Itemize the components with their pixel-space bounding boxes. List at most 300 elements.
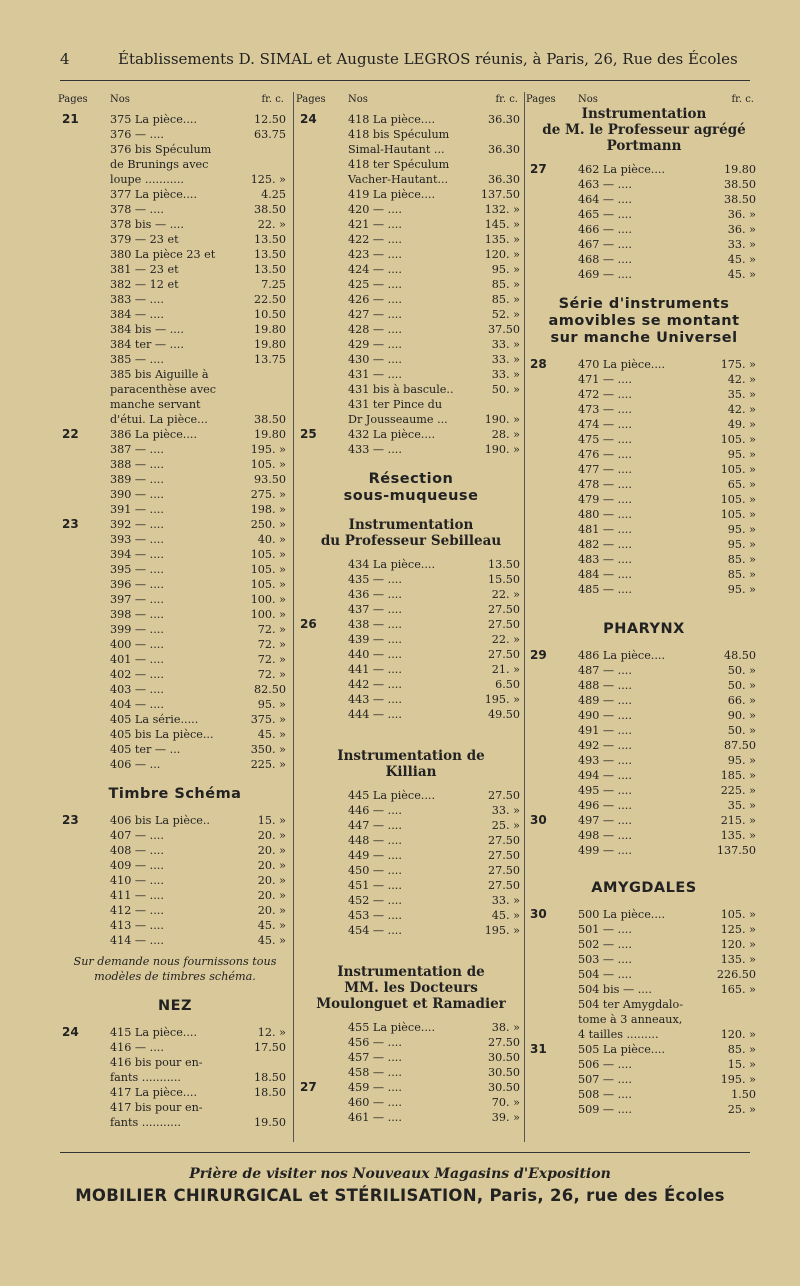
table-row	[526, 492, 762, 507]
item-label: 418 ter Spéculum	[348, 158, 450, 171]
item-price: 38.50	[723, 178, 756, 191]
item-price: 35. »	[727, 388, 756, 401]
item-price: 250. »	[250, 518, 286, 531]
item-price: 15.50	[487, 573, 520, 586]
item-price: 120. »	[484, 248, 520, 261]
item-price: 4.25	[261, 188, 286, 201]
column-divider	[293, 92, 294, 1142]
table-row	[296, 908, 526, 923]
item-price: 225. »	[250, 758, 286, 771]
item-label: 379 — 23 et	[110, 233, 179, 246]
item-price: 19.80	[723, 163, 756, 176]
item-label: 418 bis Spéculum	[348, 128, 450, 141]
item-price: 21. »	[491, 663, 520, 676]
item-label: 417 La pièce....	[110, 1086, 198, 1099]
table-row	[526, 1072, 762, 1087]
item-price: 36.30	[487, 143, 520, 156]
item-label: 459 — ....	[348, 1081, 402, 1094]
item-label: 495 — ....	[578, 784, 632, 797]
subtitle-line: Instrumentation de	[337, 964, 485, 980]
subtitle-line: Instrumentation	[581, 106, 707, 122]
table-row	[526, 357, 762, 372]
subtitle-line: du Professeur Sebilleau	[320, 533, 502, 549]
item-label: 451 — ....	[348, 879, 402, 892]
item-label: 390 — ....	[110, 488, 164, 501]
item-price: 135. »	[720, 953, 756, 966]
item-label: 474 — ....	[578, 418, 632, 431]
item-price: 36. »	[727, 223, 756, 236]
section-line: Série d'instruments	[558, 296, 730, 312]
item-label: 448 — ....	[348, 834, 402, 847]
subtitle-moulonguet	[296, 964, 526, 1012]
note	[58, 954, 292, 984]
table-row	[296, 382, 526, 397]
item-price: 45. »	[727, 253, 756, 266]
item-label: 464 — ....	[578, 193, 632, 206]
item-price: 72. »	[257, 653, 286, 666]
price-list	[526, 162, 762, 282]
item-price: 20. »	[257, 859, 286, 872]
item-label: 419 La pièce....	[348, 188, 436, 201]
item-price: 50. »	[727, 679, 756, 692]
column-3	[526, 92, 762, 1117]
item-label: 424 — ....	[348, 263, 402, 276]
item-label: 500 La pièce....	[578, 908, 666, 921]
table-row	[296, 848, 526, 863]
item-price: 105. »	[720, 493, 756, 506]
table-row	[526, 738, 762, 753]
table-row	[296, 833, 526, 848]
item-label: 483 — ....	[578, 553, 632, 566]
item-price: 38.50	[723, 193, 756, 206]
table-row	[296, 307, 526, 322]
item-label: 504 ter Amygdalo-	[578, 998, 684, 1011]
table-row	[58, 217, 292, 232]
table-row	[526, 952, 762, 967]
subtitle-line: Portmann	[606, 138, 682, 154]
item-price: 137.50	[480, 188, 520, 201]
item-price: 50. »	[491, 383, 520, 396]
item-price: 145. »	[484, 218, 520, 231]
table-row	[526, 813, 762, 828]
item-price: 190. »	[484, 413, 520, 426]
item-label: Vacher-Hautant...	[348, 173, 449, 186]
item-label: 489 — ....	[578, 694, 632, 707]
column-2	[296, 92, 526, 1125]
item-label: 467 — ....	[578, 238, 632, 251]
table-row	[526, 567, 762, 582]
table-row	[58, 172, 292, 187]
table-row	[58, 277, 292, 292]
item-price: 13.50	[253, 233, 286, 246]
table-row	[296, 1020, 526, 1035]
item-price: 40. »	[257, 533, 286, 546]
item-label: 428 — ....	[348, 323, 402, 336]
page-ref: 27	[300, 1080, 317, 1094]
item-price: 25. »	[727, 1103, 756, 1116]
item-label: 397 — ....	[110, 593, 164, 606]
item-label: 504 bis — ....	[578, 983, 652, 996]
header-price: fr. c.	[731, 94, 754, 105]
item-price: 72. »	[257, 623, 286, 636]
table-row	[526, 522, 762, 537]
table-row	[296, 127, 526, 142]
item-label: 481 — ....	[578, 523, 632, 536]
table-row	[296, 863, 526, 878]
item-price: 27.50	[487, 603, 520, 616]
item-price: 105. »	[720, 508, 756, 521]
item-label: 380 La pièce 23 et	[110, 248, 216, 261]
item-label: fants ...........	[110, 1071, 181, 1084]
item-label: 383 — ....	[110, 293, 164, 306]
item-price: 33. »	[727, 238, 756, 251]
table-row	[58, 652, 292, 667]
item-label: 388 — ....	[110, 458, 164, 471]
item-label: 436 — ....	[348, 588, 402, 601]
page-ref: 24	[62, 1025, 79, 1039]
table-row	[58, 607, 292, 622]
table-row	[58, 292, 292, 307]
item-price: 27.50	[487, 618, 520, 631]
item-price: 85. »	[491, 278, 520, 291]
column-header	[58, 92, 292, 108]
table-row	[58, 873, 292, 888]
page-ref: 21	[62, 112, 79, 126]
item-label: 466 — ....	[578, 223, 632, 236]
item-label: 401 — ....	[110, 653, 164, 666]
table-row	[58, 577, 292, 592]
item-price: 35. »	[727, 799, 756, 812]
table-row	[296, 292, 526, 307]
item-label: 376 — ....	[110, 128, 164, 141]
item-label: 477 — ....	[578, 463, 632, 476]
item-label: 413 — ....	[110, 919, 164, 932]
table-row	[296, 617, 526, 632]
footer-invitation: Prière de visiter nos Nouveaux Magasins d'Exposition	[189, 1166, 611, 1182]
item-price: 27.50	[487, 648, 520, 661]
page-ref: 30	[530, 813, 547, 827]
price-list	[526, 907, 762, 1117]
subtitle-line: Killian	[385, 764, 437, 780]
table-row	[296, 202, 526, 217]
item-price: 195. »	[250, 443, 286, 456]
table-row	[296, 647, 526, 662]
item-label: 476 — ....	[578, 448, 632, 461]
table-row	[58, 813, 292, 828]
item-label: 376 bis Spéculum	[110, 143, 212, 156]
item-price: 93.50	[253, 473, 286, 486]
item-label: 378 bis — ....	[110, 218, 184, 231]
item-price: 27.50	[487, 864, 520, 877]
item-label: 492 — ....	[578, 739, 632, 752]
item-price: 95. »	[257, 698, 286, 711]
item-label: 468 — ....	[578, 253, 632, 266]
item-label: 4 tailles .........	[578, 1028, 659, 1041]
table-row	[58, 142, 292, 157]
item-price: 33. »	[491, 804, 520, 817]
table-row	[526, 1042, 762, 1057]
item-price: 36. »	[727, 208, 756, 221]
table-row	[526, 768, 762, 783]
table-row	[58, 457, 292, 472]
item-label: 384 ter — ....	[110, 338, 184, 351]
item-price: 7.25	[261, 278, 286, 291]
table-row	[296, 1080, 526, 1095]
item-label: 417 bis pour en-	[110, 1101, 203, 1114]
table-row	[296, 677, 526, 692]
table-row	[58, 247, 292, 262]
item-price: 105. »	[250, 458, 286, 471]
item-price: 20. »	[257, 889, 286, 902]
item-price: 22. »	[491, 588, 520, 601]
header-title: Établissements D. SIMAL et Auguste LEGROS réunis, à Paris, 26, Rue des Écoles	[118, 50, 738, 68]
table-row	[296, 322, 526, 337]
item-price: 95. »	[727, 448, 756, 461]
item-price: 33. »	[491, 338, 520, 351]
item-label: 416 — ....	[110, 1041, 164, 1054]
item-price: 17.50	[253, 1041, 286, 1054]
item-price: 20. »	[257, 904, 286, 917]
item-label: 431 — ....	[348, 368, 402, 381]
header-price: fr. c.	[261, 94, 284, 105]
item-price: 19.80	[253, 428, 286, 441]
page-ref: 27	[530, 162, 547, 176]
page-header	[60, 48, 760, 78]
item-label: 431 bis à bascule..	[348, 383, 454, 396]
table-row	[296, 572, 526, 587]
table-row	[526, 783, 762, 798]
table-row	[296, 1065, 526, 1080]
table-row	[296, 662, 526, 677]
table-row	[296, 232, 526, 247]
table-row	[526, 1087, 762, 1102]
item-label: 404 — ....	[110, 698, 164, 711]
item-label: 439 — ....	[348, 633, 402, 646]
subtitle-line: de M. le Professeur agrégé	[542, 122, 746, 138]
table-row	[526, 552, 762, 567]
table-row	[526, 177, 762, 192]
item-price: 87.50	[723, 739, 756, 752]
item-label: 460 — ....	[348, 1096, 402, 1109]
item-price: 195. »	[484, 693, 520, 706]
item-price: 27.50	[487, 1036, 520, 1049]
price-list	[58, 813, 292, 948]
item-label: 398 — ....	[110, 608, 164, 621]
item-price: 85. »	[727, 553, 756, 566]
table-row	[58, 712, 292, 727]
item-price: 195. »	[484, 924, 520, 937]
item-label: loupe ...........	[110, 173, 184, 186]
table-row	[58, 127, 292, 142]
item-label: 442 — ....	[348, 678, 402, 691]
item-price: 49.50	[487, 708, 520, 721]
table-row	[296, 247, 526, 262]
table-row	[58, 307, 292, 322]
item-label: 457 — ....	[348, 1051, 402, 1064]
table-row	[58, 622, 292, 637]
item-price: 100. »	[250, 608, 286, 621]
item-label: 487 — ....	[578, 664, 632, 677]
item-price: 226.50	[716, 968, 756, 981]
table-row	[296, 557, 526, 572]
item-price: 95. »	[727, 523, 756, 536]
page-ref: 22	[62, 427, 79, 441]
item-price: 375. »	[250, 713, 286, 726]
item-label: Dr Jousseaume ...	[348, 413, 448, 426]
item-price: 30.50	[487, 1081, 520, 1094]
item-label: 503 — ....	[578, 953, 632, 966]
table-row	[58, 517, 292, 532]
table-row	[58, 1100, 292, 1115]
item-label: tome à 3 anneaux,	[578, 1013, 683, 1026]
table-row	[58, 112, 292, 127]
item-price: 36.30	[487, 113, 520, 126]
table-row	[58, 187, 292, 202]
item-label: 499 — ....	[578, 844, 632, 857]
item-price: 125. »	[720, 923, 756, 936]
table-row	[296, 818, 526, 833]
item-price: 42. »	[727, 403, 756, 416]
item-label: 385 — ....	[110, 353, 164, 366]
item-label: 405 La série.....	[110, 713, 199, 726]
table-row	[58, 262, 292, 277]
page-ref: 31	[530, 1042, 547, 1056]
table-row	[296, 427, 526, 442]
footer-rule	[60, 1152, 750, 1153]
table-row	[526, 798, 762, 813]
item-label: 416 bis pour en-	[110, 1056, 203, 1069]
item-label: 382 — 12 et	[110, 278, 179, 291]
item-price: 165. »	[720, 983, 756, 996]
item-label: 498 — ....	[578, 829, 632, 842]
header-pages: Pages	[296, 94, 326, 105]
subtitle-line: Instrumentation	[348, 517, 474, 533]
table-row	[526, 507, 762, 522]
footer-company: MOBILIER CHIRURGICAL et STÉRILISATION, Paris, 26, rue des Écoles	[75, 1186, 725, 1205]
column-header	[296, 92, 526, 108]
item-price: 30.50	[487, 1066, 520, 1079]
item-price: 38.50	[253, 413, 286, 426]
item-label: 375 La pièce....	[110, 113, 198, 126]
table-row	[58, 1055, 292, 1070]
table-row	[526, 1102, 762, 1117]
table-row	[526, 708, 762, 723]
item-price: 18.50	[253, 1086, 286, 1099]
item-price: 42. »	[727, 373, 756, 386]
item-price: 37.50	[487, 323, 520, 336]
item-price: 45. »	[257, 728, 286, 741]
item-label: de Brunings avec	[110, 158, 209, 171]
item-label: 403 — ....	[110, 683, 164, 696]
item-price: 25. »	[491, 819, 520, 832]
table-row	[58, 592, 292, 607]
item-label: 504 — ....	[578, 968, 632, 981]
price-list	[296, 788, 526, 938]
item-price: 13.50	[253, 248, 286, 261]
table-row	[296, 923, 526, 938]
header-pages: Pages	[58, 94, 88, 105]
item-price: 137.50	[716, 844, 756, 857]
item-price: 215. »	[720, 814, 756, 827]
item-label: 475 — ....	[578, 433, 632, 446]
item-label: 488 — ....	[578, 679, 632, 692]
item-label: 453 — ....	[348, 909, 402, 922]
table-row	[58, 828, 292, 843]
item-label: 506 — ....	[578, 1058, 632, 1071]
column-header	[526, 92, 762, 108]
item-label: 445 La pièce....	[348, 789, 436, 802]
item-label: 433 — ....	[348, 443, 402, 456]
table-row	[296, 112, 526, 127]
item-label: 479 — ....	[578, 493, 632, 506]
item-label: 478 — ....	[578, 478, 632, 491]
item-price: 82.50	[253, 683, 286, 696]
item-price: 6.50	[495, 678, 520, 691]
table-row	[58, 427, 292, 442]
item-label: 414 — ....	[110, 934, 164, 947]
item-price: 100. »	[250, 593, 286, 606]
item-label: 393 — ....	[110, 533, 164, 546]
item-label: 454 — ....	[348, 924, 402, 937]
header-price: fr. c.	[495, 94, 518, 105]
item-label: 422 — ....	[348, 233, 402, 246]
section-title-amygdales: AMYGDALES	[591, 880, 697, 896]
table-row	[58, 903, 292, 918]
item-label: 463 — ....	[578, 178, 632, 191]
item-label: 452 — ....	[348, 894, 402, 907]
item-label: 395 — ....	[110, 563, 164, 576]
table-row	[296, 1095, 526, 1110]
table-row	[296, 142, 526, 157]
item-label: 496 — ....	[578, 799, 632, 812]
item-price: 27.50	[487, 789, 520, 802]
table-row	[296, 442, 526, 457]
item-label: 431 ter Pince du	[348, 398, 443, 411]
table-row	[58, 202, 292, 217]
item-price: 135. »	[484, 233, 520, 246]
price-list	[526, 648, 762, 858]
item-label: 497 — ....	[578, 814, 632, 827]
item-label: 501 — ....	[578, 923, 632, 936]
item-label: 385 bis Aiguille à	[110, 368, 209, 381]
item-label: 399 — ....	[110, 623, 164, 636]
item-price: 27.50	[487, 834, 520, 847]
table-row	[296, 692, 526, 707]
item-label: 486 La pièce....	[578, 649, 666, 662]
table-row	[58, 337, 292, 352]
header-nos: Nos	[578, 94, 598, 105]
item-label: 505 La pièce....	[578, 1043, 666, 1056]
table-row	[296, 707, 526, 722]
item-price: 132. »	[484, 203, 520, 216]
item-label: 441 — ....	[348, 663, 402, 676]
item-price: 18.50	[253, 1071, 286, 1084]
item-label: 426 — ....	[348, 293, 402, 306]
table-row	[526, 252, 762, 267]
table-row	[58, 1085, 292, 1100]
page-ref: 28	[530, 357, 547, 371]
item-price: 33. »	[491, 353, 520, 366]
item-price: 22. »	[257, 218, 286, 231]
table-row	[526, 937, 762, 952]
table-row	[58, 1025, 292, 1040]
item-label: 394 — ....	[110, 548, 164, 561]
item-price: 85. »	[727, 568, 756, 581]
table-row	[296, 172, 526, 187]
item-label: 405 ter — ...	[110, 743, 181, 756]
item-price: 19.50	[253, 1116, 286, 1129]
item-label: 406 — ...	[110, 758, 161, 771]
